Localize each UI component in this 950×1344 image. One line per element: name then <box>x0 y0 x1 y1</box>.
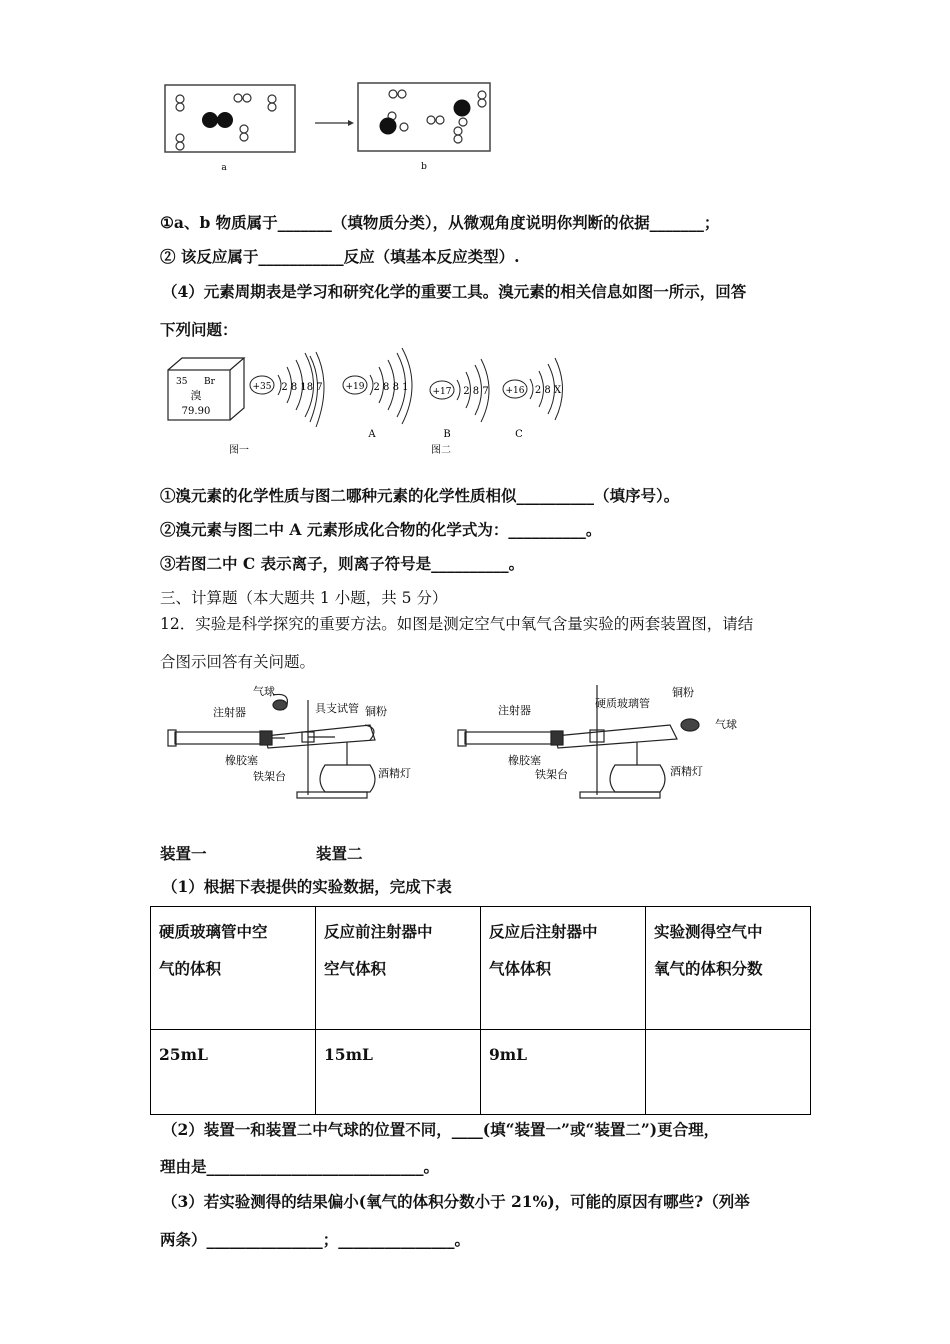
table-header-cell: 硬质玻璃管中空 气的体积 <box>151 907 316 1030</box>
sub-question-2: （2）装置一和装置二中气球的位置不同，____(填“装置一”或“装置二”)更合理， <box>162 1120 720 1139</box>
question-4-intro: （4）元素周期表是学习和研究化学的重要工具。溴元素的相关信息如图一所示，回答 <box>162 282 747 301</box>
svg-text:铜粉: 铜粉 <box>672 686 694 699</box>
svg-text:+35: +35 <box>252 382 272 392</box>
atomic-structure-figure <box>160 342 580 462</box>
question-4-intro-cont: 下列问题： <box>160 320 238 339</box>
section-heading: 三、计算题（本大题共 1 小题，共 5 分） <box>160 589 448 607</box>
molecule-diagram <box>160 80 500 180</box>
sub-question-1: （1）根据下表提供的实验数据，完成下表 <box>162 877 452 896</box>
svg-text:铜粉: 铜粉 <box>365 705 387 718</box>
question-3-2: ② 该反应属于___________反应（填基本反应类型）. <box>160 247 520 266</box>
table-cell: 25mL <box>151 1030 316 1115</box>
table-cell: 9mL <box>481 1030 646 1115</box>
question-12-cont: 合图示回答有关问题。 <box>160 653 316 671</box>
device-1-label: 装置一 <box>160 844 207 863</box>
question-4-c: ③若图二中 C 表示离子，则离子符号是__________。 <box>160 554 525 573</box>
svg-text:2 8 8 1: 2 8 8 1 <box>373 382 409 393</box>
svg-text:2 8 18 7: 2 8 18 7 <box>281 382 323 393</box>
svg-text:+19: +19 <box>345 382 365 392</box>
table-header-cell: 反应后注射器中 气体体积 <box>481 907 646 1030</box>
label-b: b <box>421 162 427 172</box>
device-2-label: 装置二 <box>316 844 363 863</box>
svg-text:橡胶塞: 橡胶塞 <box>225 754 258 767</box>
question-4-b: ②溴元素与图二中 A 元素形成化合物的化学式为：__________。 <box>160 520 602 539</box>
table-row <box>151 1030 811 1115</box>
svg-text:图二: 图二 <box>431 445 451 456</box>
sub-question-2-cont: 理由是____________________________。 <box>160 1157 440 1176</box>
data-table <box>150 906 811 1115</box>
svg-text:+16: +16 <box>505 386 525 396</box>
sub-question-3: （3）若实验测得的结果偏小(氧气的体积分数小于 21%)，可能的原因有哪些?（列举 <box>162 1192 750 1211</box>
svg-text:2 8 X: 2 8 X <box>534 385 562 396</box>
svg-text:2 8 7: 2 8 7 <box>463 386 489 397</box>
svg-text:Br: Br <box>204 377 215 387</box>
svg-text:注射器: 注射器 <box>213 706 246 719</box>
sub-question-3-cont: 两条）_______________；_______________。 <box>160 1230 471 1249</box>
svg-text:注射器: 注射器 <box>498 704 531 717</box>
table-header-cell: 实验测得空气中 氧气的体积分数 <box>646 907 811 1030</box>
svg-text:35: 35 <box>176 377 188 387</box>
svg-text:铁架台: 铁架台 <box>253 770 286 783</box>
question-3-1: ①a、b 物质属于_______（填物质分类），从微观角度说明你判断的依据_______； <box>160 213 720 232</box>
svg-text:B: B <box>443 429 451 440</box>
svg-text:气球: 气球 <box>715 718 737 731</box>
apparatus-figure <box>165 680 765 810</box>
svg-text:酒精灯: 酒精灯 <box>378 767 411 780</box>
svg-text:橡胶塞: 橡胶塞 <box>508 754 541 767</box>
svg-text:溴: 溴 <box>190 389 202 402</box>
svg-text:图一: 图一 <box>229 445 249 456</box>
svg-text:A: A <box>368 429 376 440</box>
table-cell <box>646 1030 811 1115</box>
svg-text:具支试管: 具支试管 <box>315 702 359 715</box>
table-header-cell: 反应前注射器中 空气体积 <box>316 907 481 1030</box>
svg-text:铁架台: 铁架台 <box>535 768 568 781</box>
label-a: a <box>221 163 227 173</box>
svg-text:+17: +17 <box>432 387 452 397</box>
svg-text:硬质玻璃管: 硬质玻璃管 <box>595 697 650 710</box>
svg-text:C: C <box>515 429 523 440</box>
question-12: 12．实验是科学探究的重要方法。如图是测定空气中氧气含量实验的两套装置图，请结 <box>160 615 754 633</box>
question-4-a: ①溴元素的化学性质与图二哪种元素的化学性质相似__________（填序号）。 <box>160 486 680 505</box>
svg-text:气球: 气球 <box>253 685 275 698</box>
svg-text:79.90: 79.90 <box>181 406 211 417</box>
table-cell: 15mL <box>316 1030 481 1115</box>
svg-text:酒精灯: 酒精灯 <box>670 765 703 778</box>
table-header-row <box>151 907 811 1030</box>
